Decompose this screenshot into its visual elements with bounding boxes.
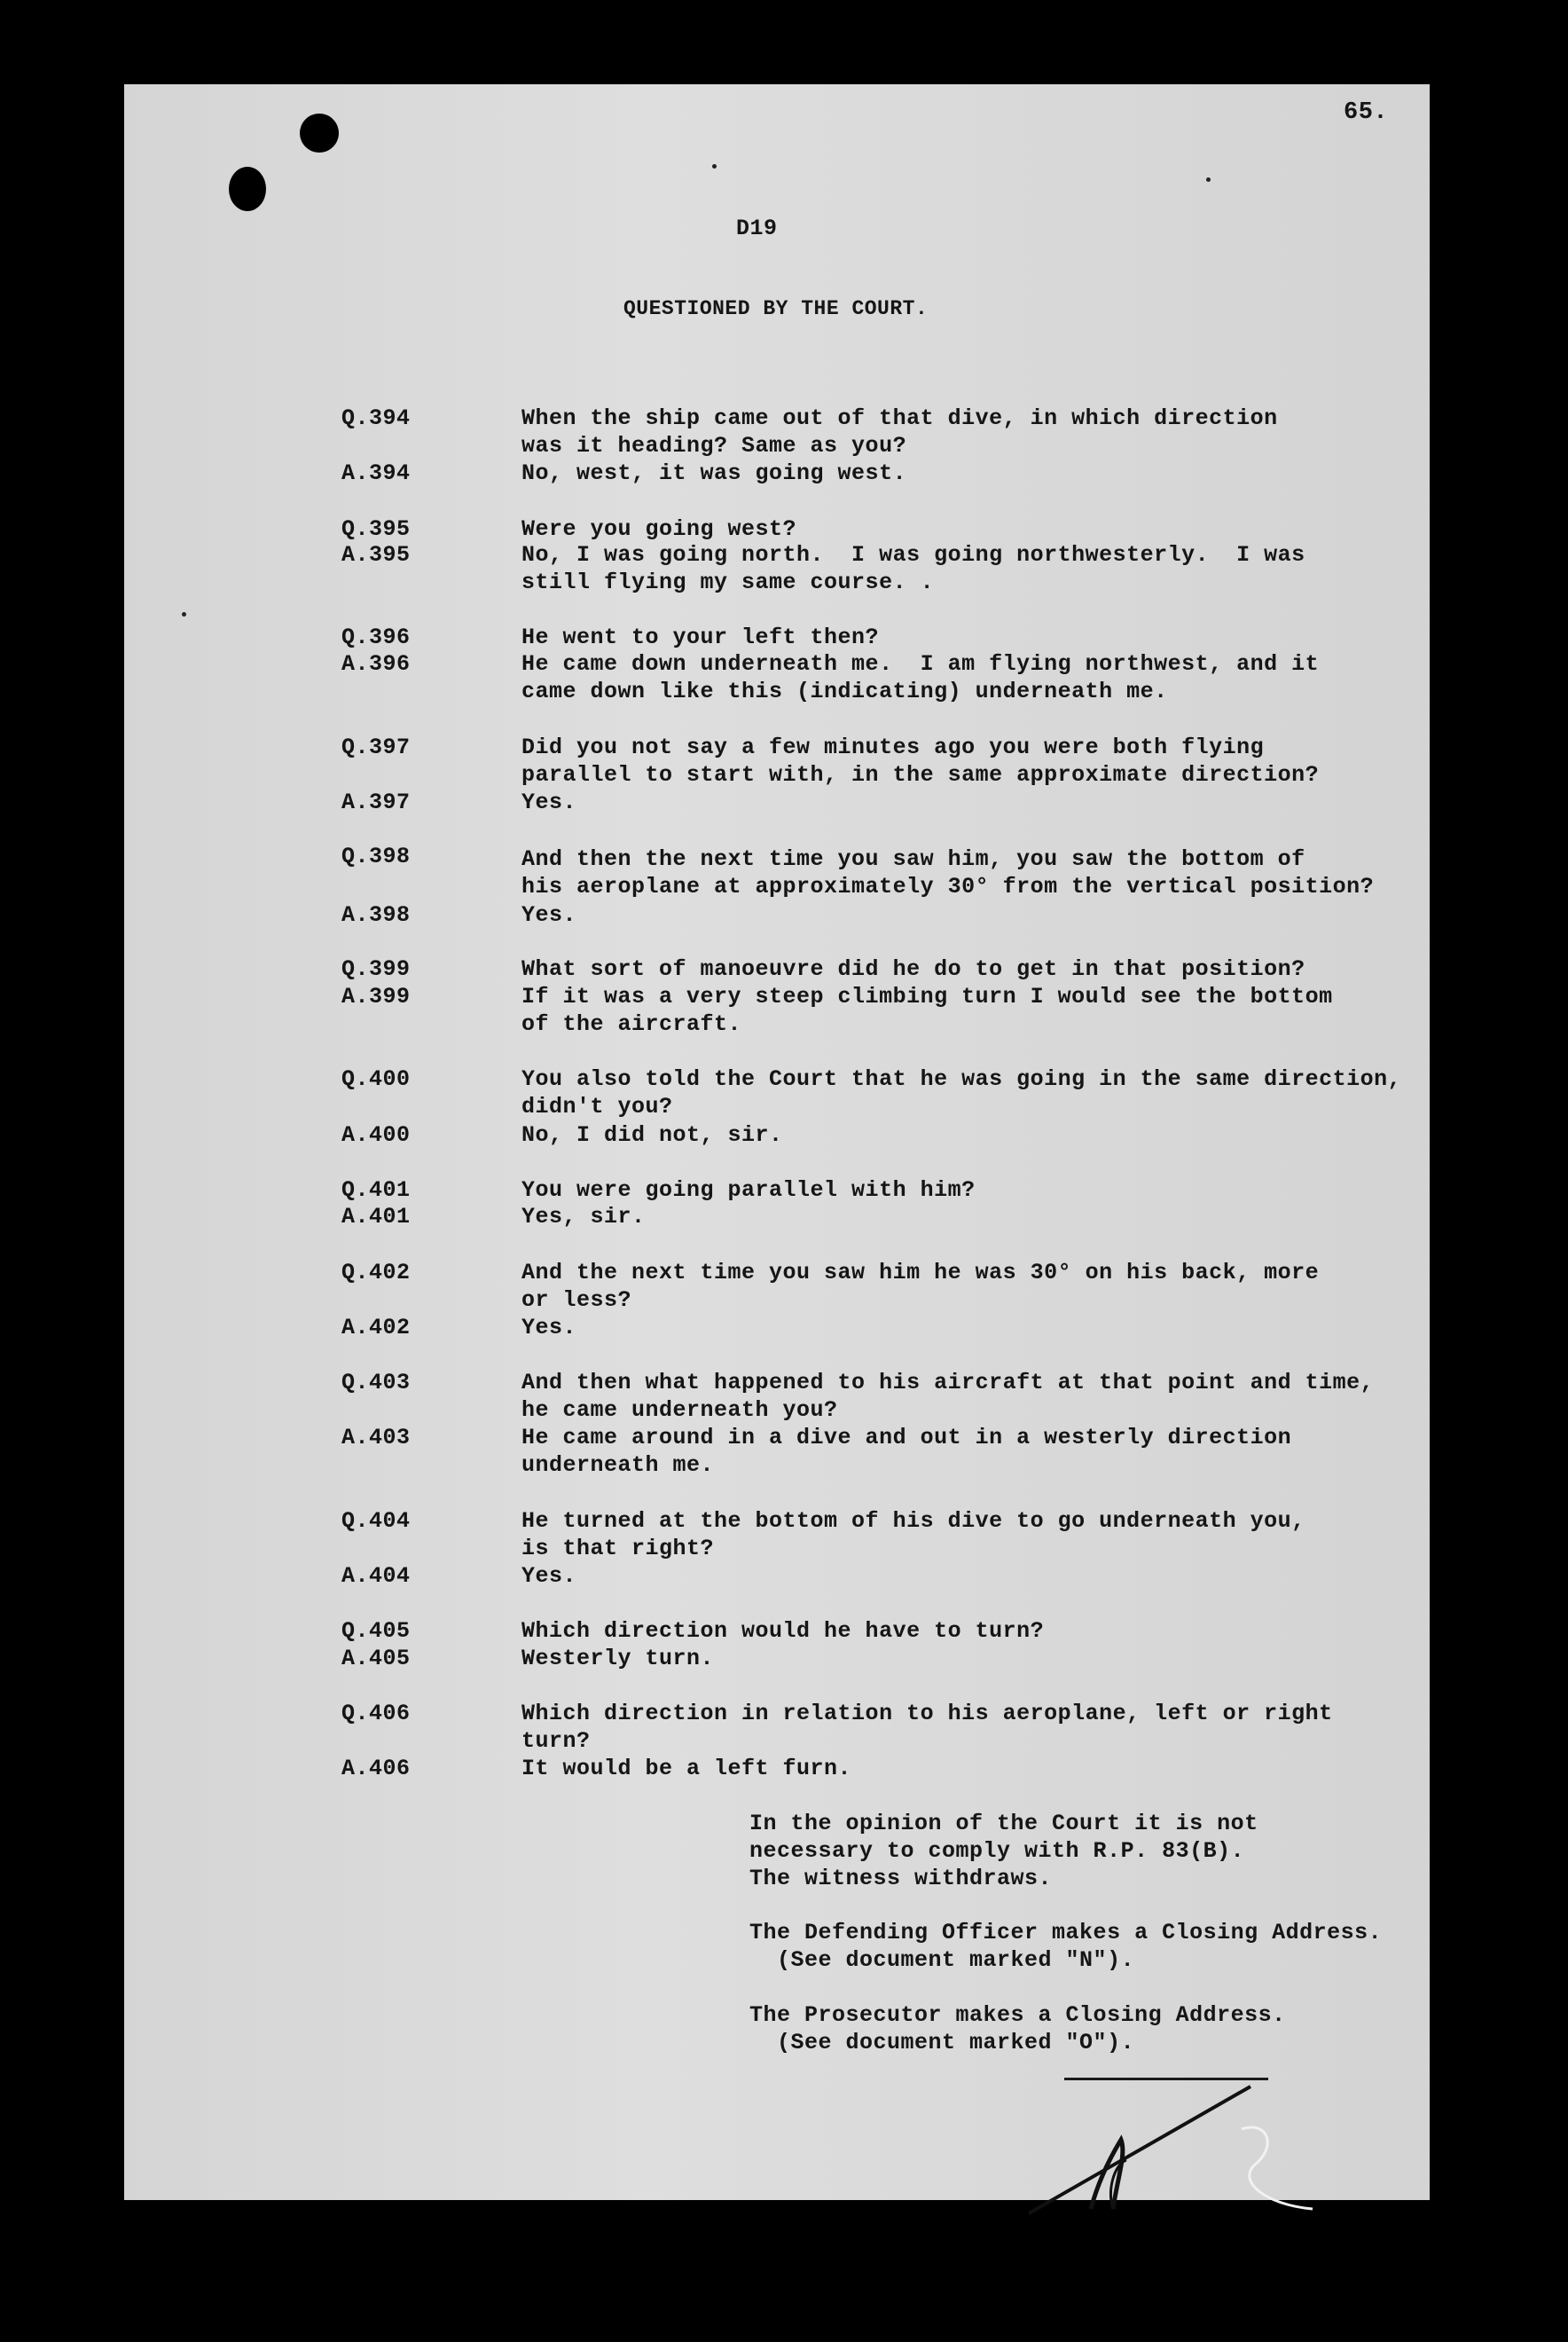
question-text: You were going parallel with him? — [521, 1177, 976, 1203]
answer-number: A.402 — [341, 1315, 411, 1340]
answer-number: A.403 — [341, 1425, 411, 1450]
answer-text: No, I was going north. I was going northwesterly. I was still flying my same course. . — [521, 542, 1305, 595]
signature-icon — [1029, 2076, 1330, 2227]
ink-speck — [182, 612, 186, 617]
question-text: You also told the Court that he was going in the same direction, didn't you? — [521, 1066, 1402, 1120]
question-number: Q.404 — [341, 1508, 411, 1534]
answer-text: Yes, sir. — [521, 1204, 646, 1230]
answer-text: Yes. — [521, 1315, 577, 1340]
answer-text: Yes. — [521, 1563, 577, 1589]
question-text: He went to your left then? — [521, 625, 880, 650]
question-number: Q.406 — [341, 1701, 411, 1726]
punch-hole — [300, 114, 339, 153]
section-heading: QUESTIONED BY THE COURT. — [623, 297, 929, 320]
punch-hole — [229, 167, 266, 211]
question-text: And then the next time you saw him, you saw the bottom of his aeroplane at approximately 30° from the vertical position? — [521, 846, 1375, 900]
question-number: Q.399 — [341, 956, 411, 982]
answer-number: A.396 — [341, 651, 411, 677]
answer-number: A.399 — [341, 984, 411, 1010]
answer-text: If it was a very steep climbing turn I would see the bottom of the aircraft. — [521, 984, 1333, 1037]
answer-text: Yes. — [521, 790, 577, 815]
question-text: Which direction would he have to turn? — [521, 1618, 1045, 1644]
answer-text: Westerly turn. — [521, 1646, 715, 1671]
question-text: When the ship came out of that dive, in which direction was it heading? Same as you? — [521, 405, 1278, 459]
question-number: Q.400 — [341, 1066, 411, 1092]
question-text: Did you not say a few minutes ago you were both flying parallel to start with, in the same approximate direction? — [521, 735, 1320, 788]
answer-text: It would be a left furn. — [521, 1756, 852, 1781]
document-code: D19 — [736, 216, 778, 241]
answer-text: Yes. — [521, 902, 577, 928]
answer-number: A.395 — [341, 542, 411, 568]
answer-number: A.405 — [341, 1646, 411, 1671]
question-number: Q.403 — [341, 1370, 411, 1395]
answer-text: He came around in a dive and out in a westerly direction underneath me. — [521, 1425, 1292, 1478]
answer-number: A.401 — [341, 1204, 411, 1230]
question-text: And the next time you saw him he was 30° on his back, more or less? — [521, 1260, 1320, 1313]
ink-speck — [1206, 177, 1211, 182]
prosecutor-note: The Prosecutor makes a Closing Address. (See document marked "O"). — [749, 2002, 1286, 2055]
defending-officer-note: The Defending Officer makes a Closing Address. (See document marked "N"). — [749, 1920, 1383, 1973]
question-number: Q.394 — [341, 405, 411, 431]
answer-text: No, west, it was going west. — [521, 460, 907, 486]
question-text: Were you going west? — [521, 516, 797, 542]
answer-number: A.406 — [341, 1756, 411, 1781]
question-number: Q.402 — [341, 1260, 411, 1285]
answer-number: A.398 — [341, 902, 411, 928]
question-text: Which direction in relation to his aeroplane, left or right turn? — [521, 1701, 1333, 1754]
question-text: And then what happened to his aircraft at that point and time, he came underneath you? — [521, 1370, 1375, 1423]
question-number: Q.405 — [341, 1618, 411, 1644]
question-number: Q.398 — [341, 844, 411, 869]
answer-number: A.394 — [341, 460, 411, 486]
question-number: Q.397 — [341, 735, 411, 760]
answer-number: A.400 — [341, 1122, 411, 1148]
question-number: Q.396 — [341, 625, 411, 650]
question-number: Q.395 — [341, 516, 411, 542]
court-note: In the opinion of the Court it is not necessary to comply with R.P. 83(B). The witness withdraws. — [749, 1811, 1258, 1891]
question-text: He turned at the bottom of his dive to go underneath you, is that right? — [521, 1508, 1305, 1561]
answer-text: No, I did not, sir. — [521, 1122, 783, 1148]
answer-text: He came down underneath me. I am flying northwest, and it came down like this (indicating) underneath me. — [521, 651, 1320, 704]
answer-number: A.397 — [341, 790, 411, 815]
question-number: Q.401 — [341, 1177, 411, 1203]
ink-speck — [712, 164, 717, 169]
question-text: What sort of manoeuvre did he do to get in that position? — [521, 956, 1305, 982]
answer-number: A.404 — [341, 1563, 411, 1589]
page-number: 65. — [1344, 99, 1389, 126]
